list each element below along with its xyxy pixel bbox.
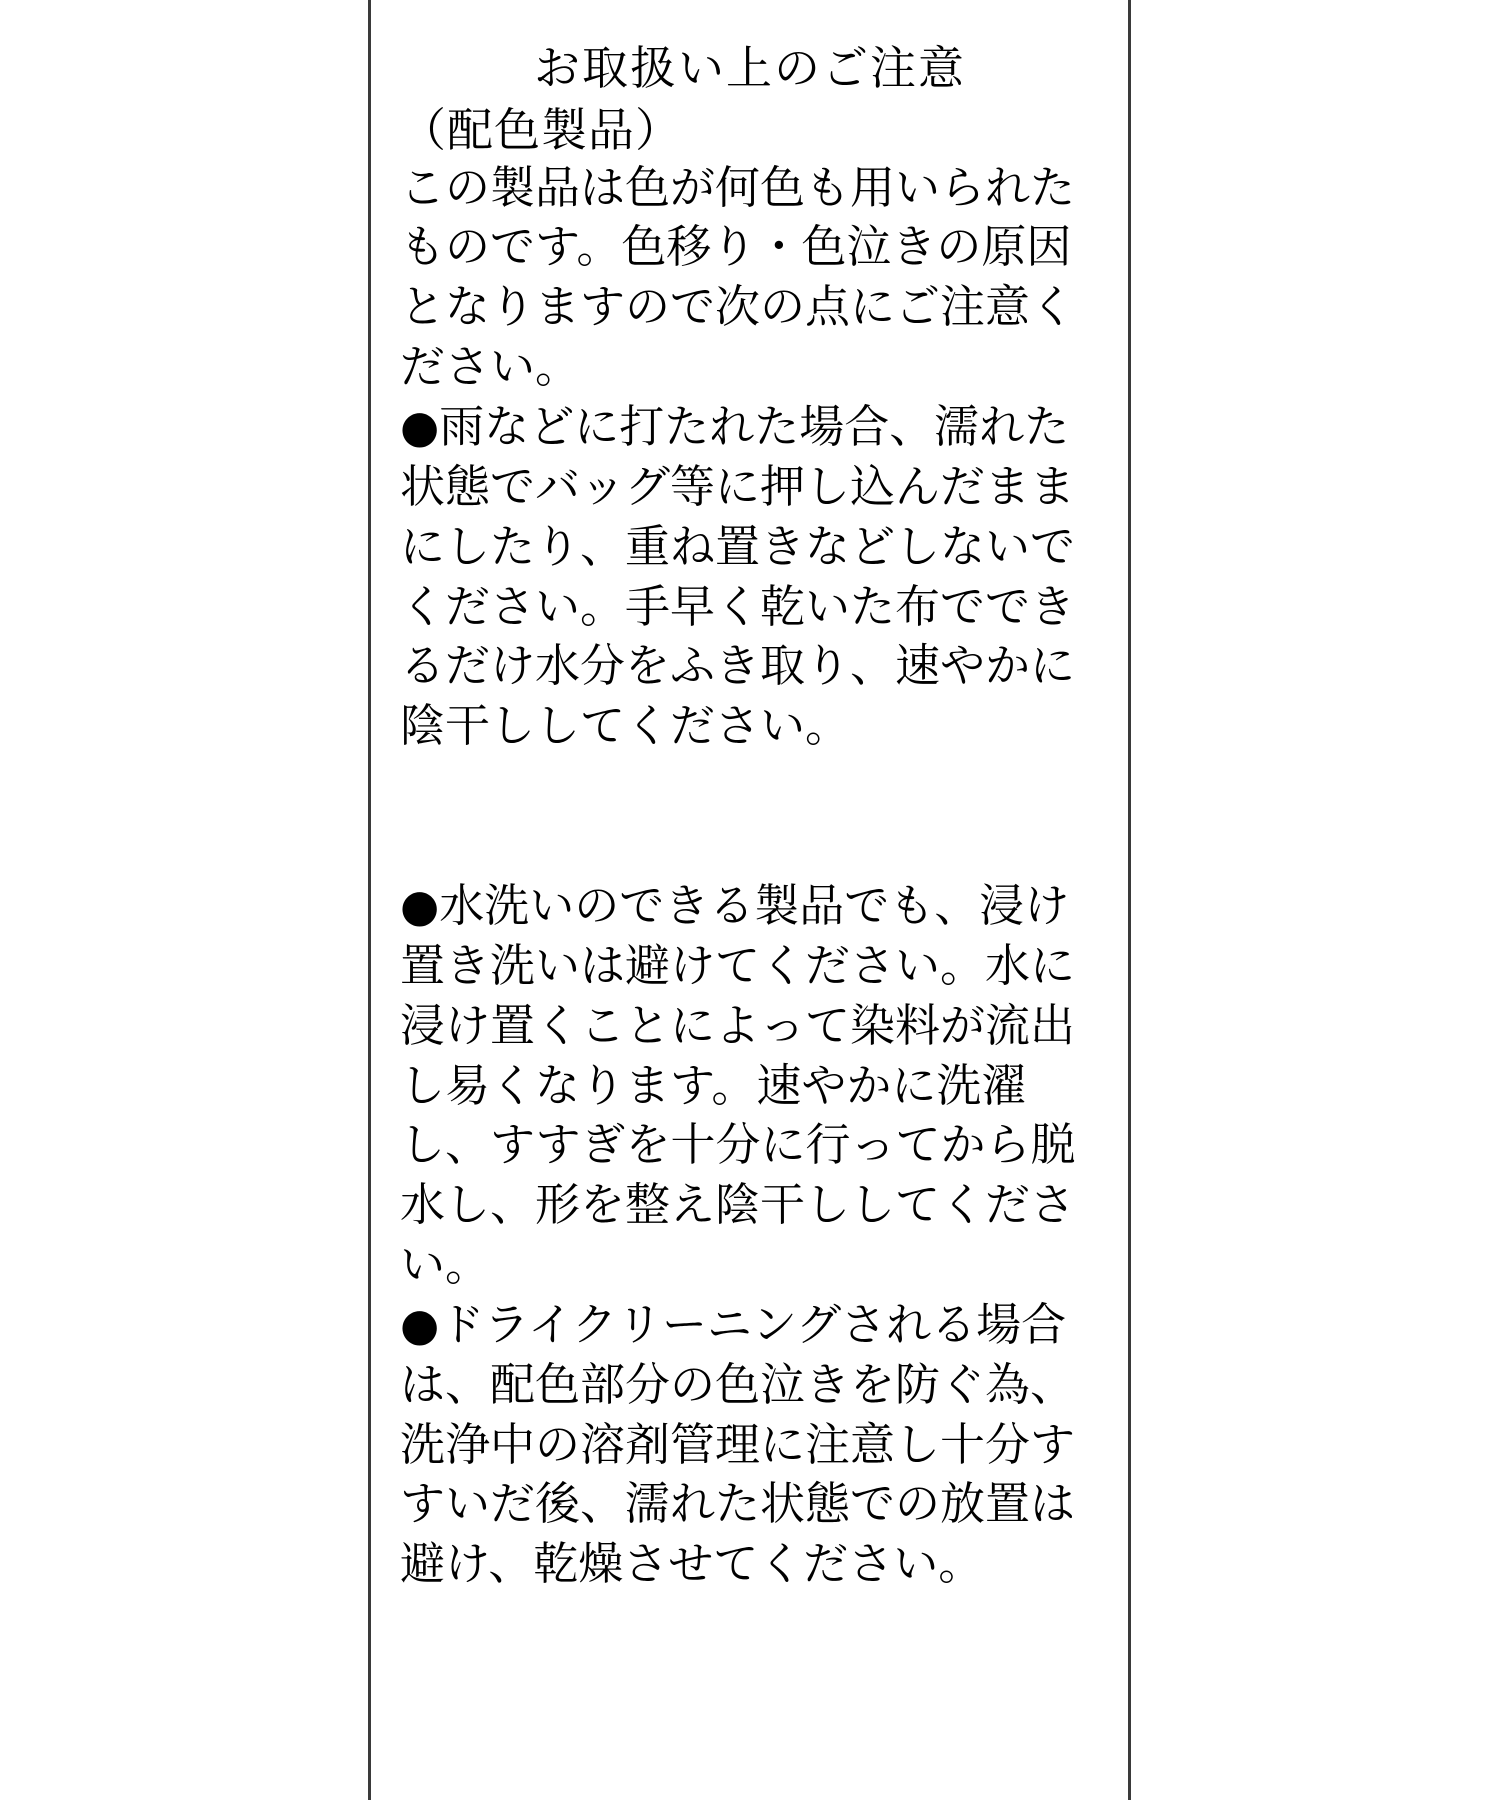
paragraph-hand-wash-care: ●水洗いのできる製品でも、浸け置き洗いは避けてください。水に浸け置くことによって染料が流出し易くなります。速やかに洗濯し、すすぎを十分に行ってから脱水し、形を整え陰干ししてください。 (400, 879, 1076, 1292)
paragraph-colour-transfer-intro: この製品は色が何色も用いられたものです。色移り・色泣きの原因となりますので次の点にご注意ください。 (400, 160, 1076, 394)
section-spacer (400, 756, 1100, 876)
paragraph-rain-care: ●雨などに打たれた場合、濡れた状態でバッグ等に押し込んだままにしたり、重ね置きなどしないでください。手早く乾いた布でできるだけ水分をふき取り、速やかに陰干ししてください。 (400, 399, 1076, 753)
column-rule-right (1128, 0, 1131, 1800)
column-rule-left (368, 0, 371, 1800)
care-instructions-column (400, 0, 1100, 1800)
section-intro-and-rain-care (400, 158, 1100, 756)
page-title: お取扱い上のご注意 (534, 41, 966, 95)
section-washing-and-dry-cleaning-care (400, 876, 1100, 1594)
paragraph-dry-cleaning-care: ●ドライクリーニングされる場合は、配色部分の色泣きを防ぐ為、洗浄中の溶剤管理に注意し十分すすいだ後、濡れた状態での放置は避け、乾燥させてください。 (400, 1297, 1076, 1591)
page-subtitle: （配色製品） (400, 102, 682, 157)
